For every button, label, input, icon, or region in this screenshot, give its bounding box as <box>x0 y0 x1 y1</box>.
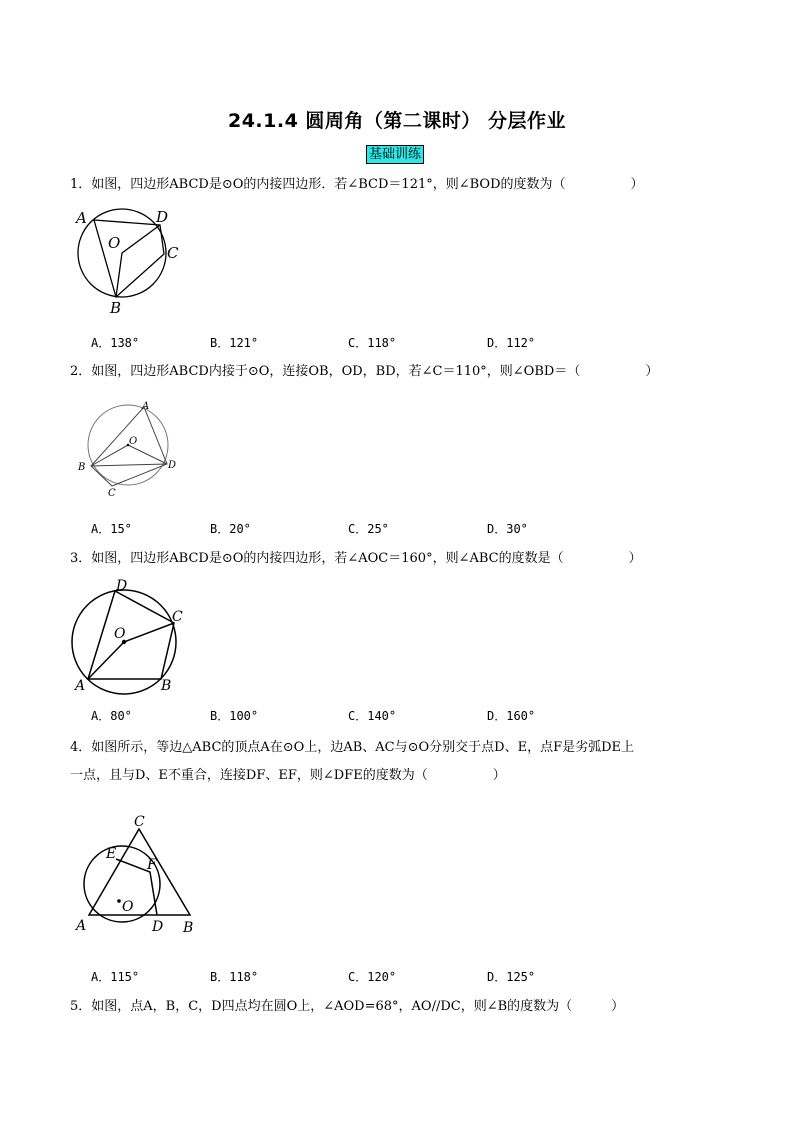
option-c[interactable]: C．140° <box>348 709 397 723</box>
question-5-stem: 5．如图，点A，B，C，D四点均在圆O上，∠AOD=68°，AO//DC，则∠B的度数为（ ） <box>70 999 625 1014</box>
question-3-stem: 3．如图，四边形ABCD是⊙O的内接四边形，若∠AOC＝160°，则∠ABC的度数是（ ） <box>70 551 642 566</box>
question-4-figure <box>70 810 210 935</box>
page-title: 24.1.4 圆周角（第二课时） 分层作业 <box>227 110 567 132</box>
label-D: D <box>168 460 177 471</box>
label-C: C <box>172 609 183 625</box>
question-4-stem-line2: 一点，且与D、E不重合，连接DF、EF，则∠DFE的度数为（ ） <box>70 768 506 783</box>
label-B: B <box>78 462 86 473</box>
question-2-stem: 2．如图，四边形ABCD内接于⊙O，连接OB，OD，BD，若∠C＝110°，则∠OBD＝（ ） <box>70 364 659 379</box>
question-2-figure <box>76 398 186 498</box>
label-B: B <box>110 299 122 317</box>
option-b[interactable]: B．100° <box>210 709 259 723</box>
label-E: E <box>106 846 117 862</box>
option-a[interactable]: A．80° <box>91 709 132 723</box>
option-d[interactable]: D．112° <box>487 336 536 350</box>
option-b[interactable]: B．118° <box>210 970 259 984</box>
label-O: O <box>122 899 134 915</box>
label-A: A <box>76 209 87 227</box>
label-A: A <box>76 918 87 934</box>
label-A: A <box>75 678 86 694</box>
option-d[interactable]: D．160° <box>487 709 536 723</box>
option-a[interactable]: A．15° <box>91 522 132 536</box>
option-a[interactable]: A．115° <box>91 970 140 984</box>
label-B: B <box>161 678 172 694</box>
question-4-stem-line1: 4．如图所示，等边△ABC的顶点A在⊙O上，边AB、AC与⊙O分别交于点D、E，点F是劣弧DE上 <box>70 740 635 755</box>
option-d[interactable]: D．30° <box>487 522 528 536</box>
label-D: D <box>116 578 128 594</box>
label-F: F <box>147 857 157 873</box>
label-C: C <box>134 814 145 830</box>
option-c[interactable]: C．25° <box>348 522 389 536</box>
label-A: A <box>142 401 150 412</box>
label-O: O <box>129 436 138 447</box>
label-C: C <box>167 244 179 262</box>
label-D: D <box>152 919 164 935</box>
label-B: B <box>183 920 194 936</box>
option-b[interactable]: B．121° <box>210 336 259 350</box>
label-O: O <box>114 626 126 642</box>
option-b[interactable]: B．20° <box>210 522 251 536</box>
question-3-figure <box>70 578 190 693</box>
option-c[interactable]: C．118° <box>348 336 397 350</box>
label-C: C <box>108 488 116 499</box>
section-badge: 基础训练 <box>366 145 424 164</box>
option-c[interactable]: C．120° <box>348 970 397 984</box>
option-d[interactable]: D．125° <box>487 970 536 984</box>
question-1-figure <box>70 205 190 320</box>
question-1-stem: 1．如图，四边形ABCD是⊙O的内接四边形．若∠BCD＝121°，则∠BOD的度数为（ ） <box>70 177 644 192</box>
option-a[interactable]: A．138° <box>91 336 140 350</box>
label-O: O <box>108 234 121 252</box>
label-D: D <box>156 208 169 226</box>
